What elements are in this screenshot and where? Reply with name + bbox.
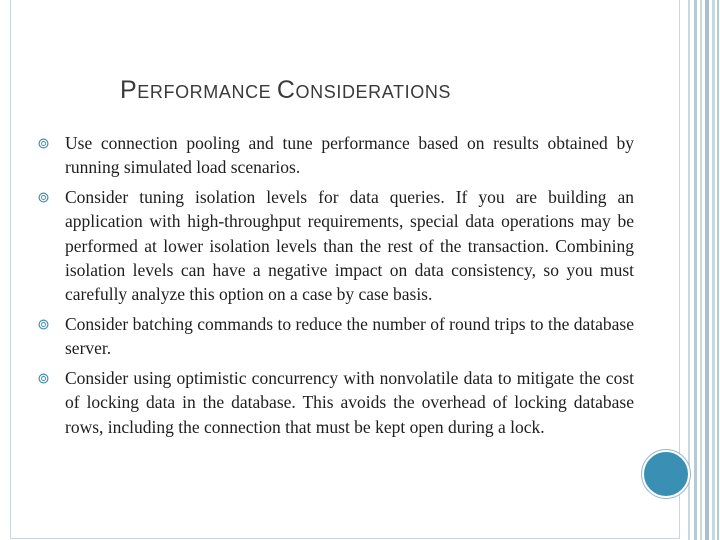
bullet-item xyxy=(38,312,634,361)
slide-title xyxy=(120,76,451,105)
bullet-item xyxy=(38,366,634,439)
circle-bullet-icon xyxy=(38,192,49,203)
bullet-text: Consider using optimistic concurrency with nonvolatile data to mitigate the cost of locking data in the database. This avoids the overhead of locking database rows, including the connection that must be kept open during a lock. xyxy=(65,368,634,437)
decorative-circle xyxy=(642,450,690,498)
circle-bullet-icon xyxy=(38,138,49,149)
stripe xyxy=(712,0,715,540)
stripe xyxy=(694,0,697,540)
bullet-item xyxy=(38,131,634,180)
bullet-text: Use connection pooling and tune performance based on results obtained by running simulated load scenarios. xyxy=(65,133,634,178)
stripe xyxy=(705,0,709,540)
title-segment: P xyxy=(120,76,138,104)
bullet-text: Consider tuning isolation levels for data queries. If you are building an application with high-throughput requirements, special data operations may be performed at lower isolation levels than the rest of the transaction. Combining isolation levels can have a negative impact on data consistency, so you must carefully analyze this option on a case by case basis. xyxy=(65,187,634,305)
circle-bullet-icon xyxy=(38,373,49,384)
stripe xyxy=(700,0,702,540)
title-segment: C xyxy=(276,76,296,104)
bullet-list xyxy=(38,131,634,445)
bullet-text: Consider batching commands to reduce the number of round trips to the database server. xyxy=(65,314,634,359)
stripe xyxy=(717,0,719,540)
stripe xyxy=(688,0,690,540)
title-segment: ERFORMANCE xyxy=(137,82,277,102)
circle-bullet-icon xyxy=(38,319,49,330)
title-segment: ONSIDERATIONS xyxy=(295,82,452,102)
bullet-item xyxy=(38,185,634,306)
